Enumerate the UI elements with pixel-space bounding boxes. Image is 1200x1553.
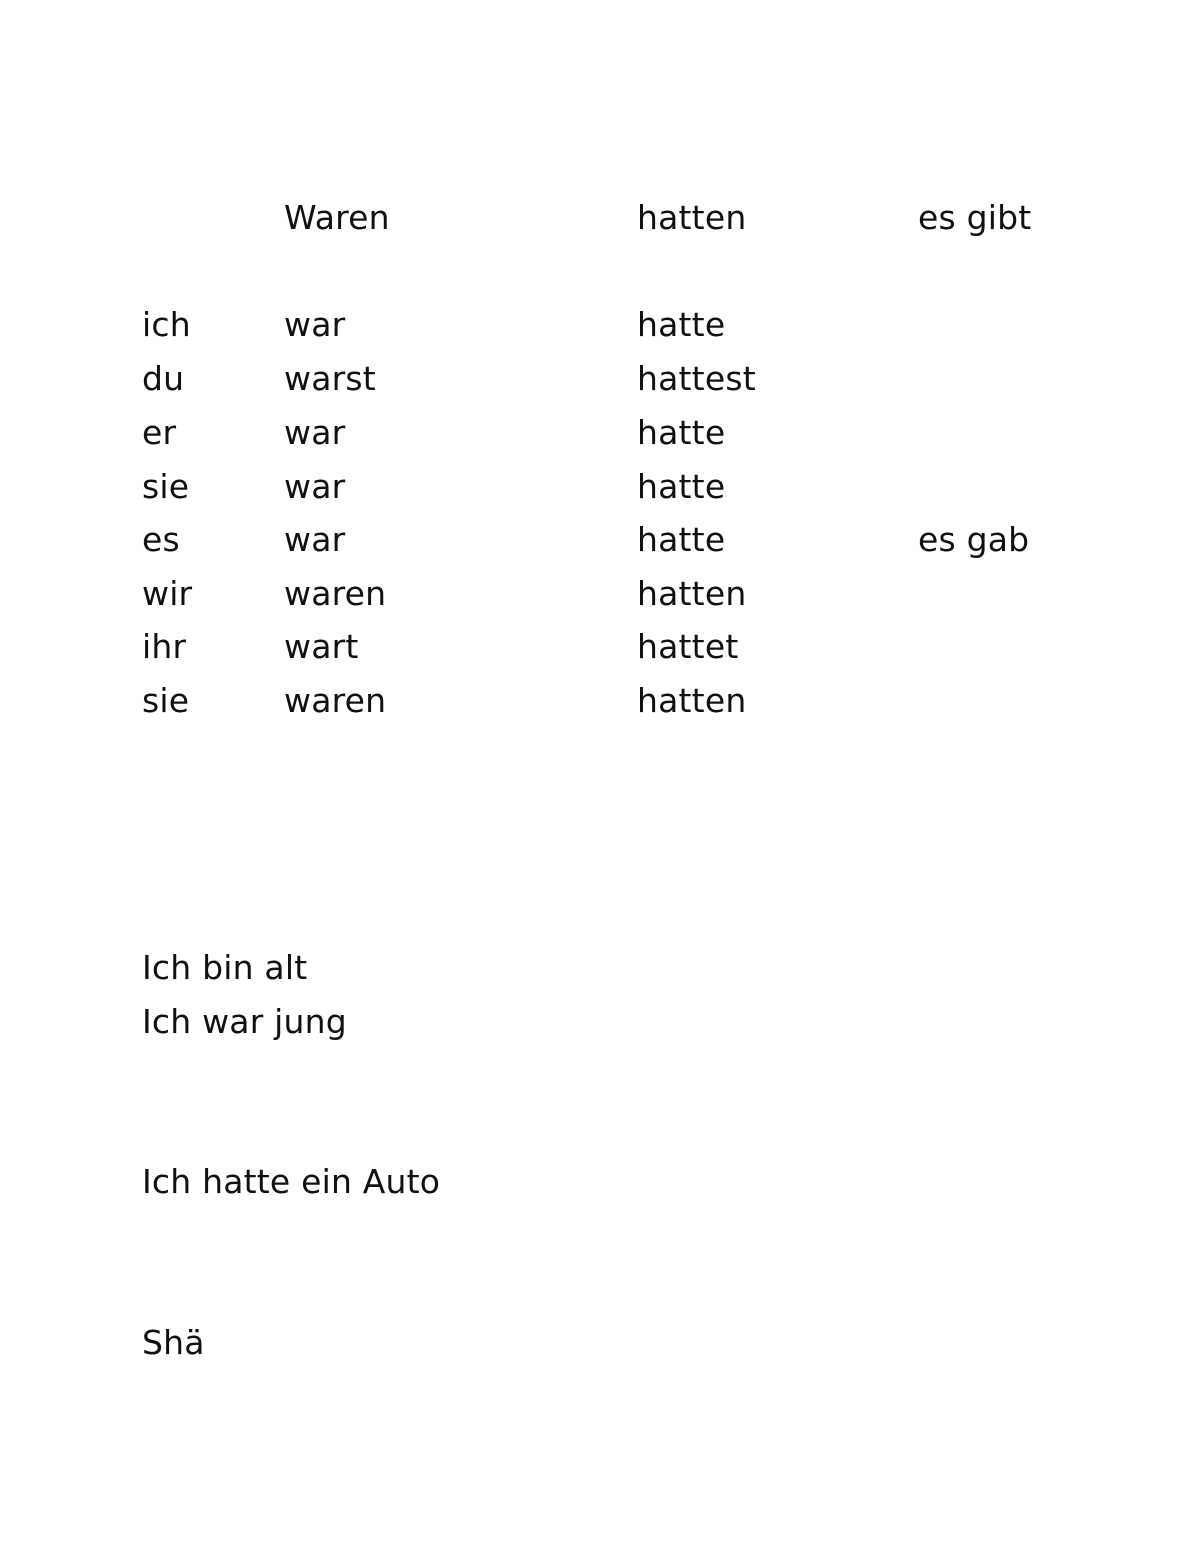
geben-cell: es gab (918, 520, 1030, 559)
header-geben: es gibt (918, 198, 1032, 237)
haben-cell: hatten (637, 574, 747, 613)
pronoun-cell: ihr (142, 627, 187, 666)
sein-cell: waren (284, 681, 387, 720)
haben-cell: hatte (637, 413, 726, 452)
sentence-line: Ich bin alt (142, 948, 308, 987)
sein-cell: war (284, 413, 346, 452)
haben-cell: hatte (637, 305, 726, 344)
pronoun-cell: sie (142, 681, 190, 720)
pronoun-cell: es (142, 520, 180, 559)
pronoun-cell: ich (142, 305, 191, 344)
sentence-line: Ich war jung (142, 1002, 347, 1041)
sentence-line: Shä (142, 1323, 205, 1362)
haben-cell: hatte (637, 520, 726, 559)
haben-cell: hatten (637, 681, 747, 720)
haben-cell: hatte (637, 467, 726, 506)
sein-cell: warst (284, 359, 376, 398)
sentence-line: Ich hatte ein Auto (142, 1162, 441, 1201)
pronoun-cell: er (142, 413, 177, 452)
header-sein: Waren (284, 198, 390, 237)
haben-cell: hattet (637, 627, 739, 666)
sein-cell: war (284, 305, 346, 344)
sein-cell: wart (284, 627, 359, 666)
sein-cell: waren (284, 574, 387, 613)
pronoun-cell: du (142, 359, 185, 398)
haben-cell: hattest (637, 359, 756, 398)
sein-cell: war (284, 467, 346, 506)
header-haben: hatten (637, 198, 747, 237)
pronoun-cell: sie (142, 467, 190, 506)
pronoun-cell: wir (142, 574, 193, 613)
sein-cell: war (284, 520, 346, 559)
